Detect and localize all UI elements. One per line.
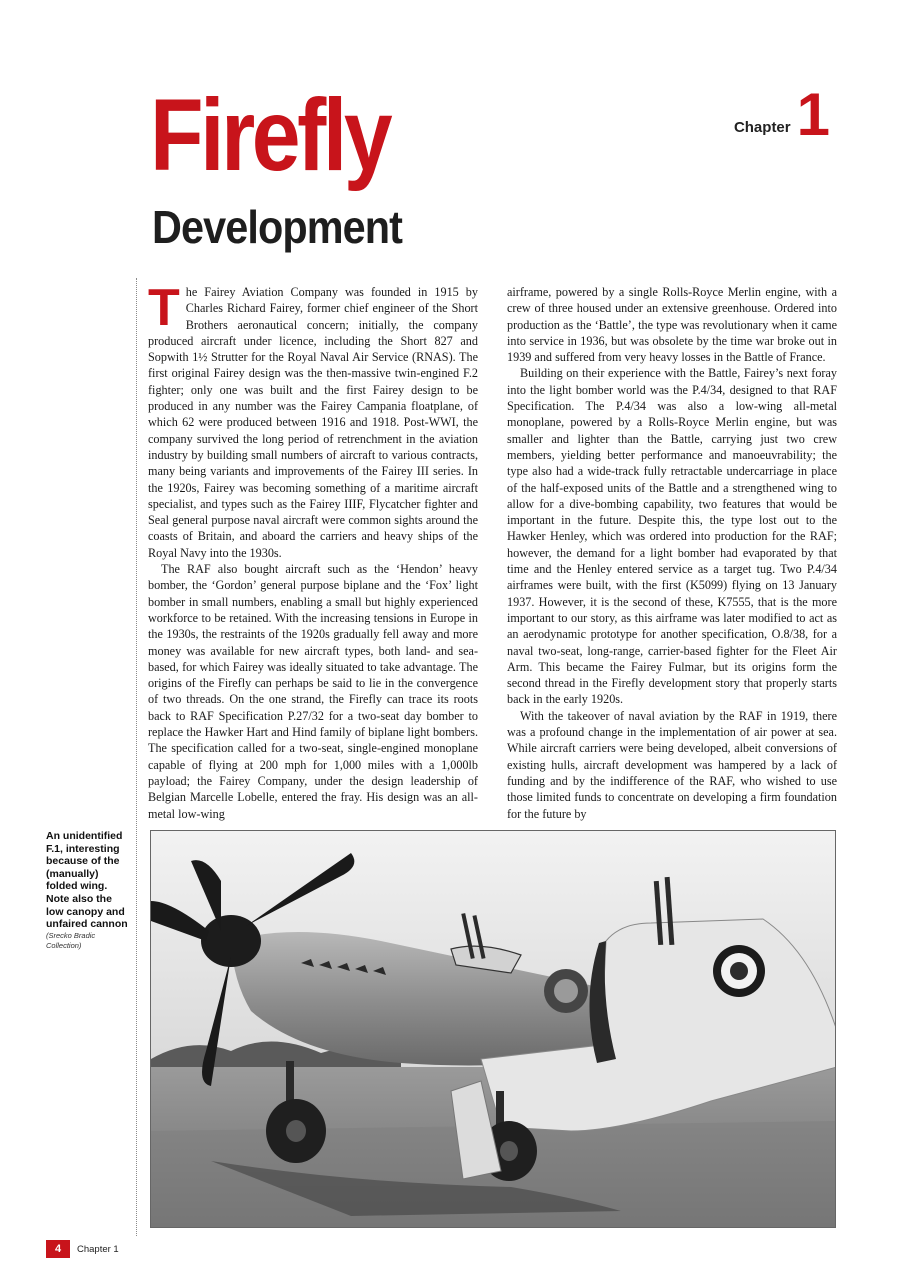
- drop-cap: T: [148, 279, 180, 337]
- paragraph: With the takeover of naval aviation by the RAF in 1919, there was a profound change in the implementation of air power at sea. While aircraft carriers were being developed, albeit conversions of existing hulls, aircraft development was hampered by a lack of funding and by the indifference of the RAF, who wished to use those limited funds to concentrate on developing a firm foundation for the future by: [507, 708, 837, 821]
- caption-text: An unidentified F.1, interesting because of the (manually) folded wing. Note also the low canopy and unfaired cannon: [46, 830, 128, 931]
- margin-divider: [136, 278, 137, 1236]
- paragraph: airframe, powered by a single Rolls-Royce Merlin engine, with a crew of three housed under an extensive greenhouse. Ordered into production as the ‘Battle’, the type was revolutionary when it came into service in 1936, but was obsolete by the time war broke out in 1939 and suffered from very heavy losses in the Battle of France.: [507, 285, 837, 365]
- paragraph: The RAF also bought aircraft such as the ‘Hendon’ heavy bomber, the ‘Gordon’ general purpose biplane and the ‘Fox’ light bomber in small numbers, enabling a small but highly experienced workforce to be retained. With the increasing tensions in Europe in the 1930s, the restraints of the 1920s gradually fell away and more money was available for new aircraft types, both land- and sea-based, for which Fairey was ideally situated to take advantage. The origins of the Firefly can perhaps be said to lie in the convergence of two threads. On the one strand, the Firefly can trace its roots back to RAF Specification P.27/32 for a two-seat day bomber to replace the Hawker Hart and Hind family of biplane light bombers. The specification called for a two-seat, single-engined monoplane capable of flying at 200 mph for 1,000 miles with a 1,000lb payload; the Fairey Company, under the design leadership of Belgian Marcelle Lobelle, entered the fray. His design was an all-metal low-wing: [148, 562, 478, 821]
- footer-chapter-label: Chapter 1: [77, 1243, 119, 1255]
- paragraph-text: he Fairey Aviation Company was founded in 1915 by Charles Richard Fairey, former chief engineer of the Short Brothers aeronautical concern; initially, the company produced aircraft under licence, including the Short 827 and Sopwith 1½ Strutter for the Royal Naval Air Service (RNAS). The first original Fairey design was the then-massive twin-engined F.2 fighter; only one was built and the first Fairey design to be produced in any number was the Fairey Campania floatplane, of which 62 were produced between 1916 and 1918. Post-WWI, the company survived the long period of retrenchment in the aviation industry by building small numbers of aircraft to various contracts, many being variants and improvements of the Fairey III series. In the 1920s, Fairey was becoming something of a maritime aircraft specialist, and types such as the Fairey IIIF, Flycatcher fighter and Seal general purpose naval aircraft were common sights around the coasts of Britain, and aboard the carriers and heavy ships of the Royal Navy into the 1930s.: [148, 285, 478, 560]
- text-column-right: [507, 284, 837, 822]
- paragraph: [148, 279, 478, 561]
- photo-credit: (Srecko Bradic Collection): [46, 930, 96, 950]
- aircraft-illustration: [151, 831, 836, 1228]
- paragraph: Building on their experience with the Battle, Fairey’s next foray into the light bomber world was the P.4/34, designed to that RAF Specification. The P.4/34 was also a low-wing all-metal monoplane, powered by a Rolls-Royce Merlin engine, but was smaller and lighter than the Battle, carrying just two crew members, yielding better performance and manoeuvrability; the type also had a wide-track fully retractable undercarriage in place of the half-exposed units of the Battle and a strengthened wing to allow for a dive-bombing capability, two features that would be important in the future. Despite this, the type lost out to the Hawker Henley, which was ordered into production for the RAF; however, the demand for a light bomber had evaporated by that time and the Henley entered service as a target tug. Two P.4/34 airframes were built, with the first (K5099) flying on 13 January 1937. However, it is the second of these, K7555, that is the more important to our story, as this airframe was later modified to act as an aerodynamic prototype for another specification, O.8/38, for a naval two-seat, long-range, carrier-based fighter for the Fleet Air Arm. This became the Fairey Fulmar, but its origins form the second thread in the Firefly development story that properly starts back in the early 1920s.: [507, 366, 837, 707]
- page-number: 4: [46, 1240, 70, 1258]
- chapter-subtitle: Development: [152, 201, 403, 253]
- photo-caption: [46, 830, 130, 951]
- chapter-title: Firefly: [150, 78, 390, 192]
- chapter-word: Chapter: [733, 119, 791, 136]
- chapter-tag: [733, 81, 830, 148]
- page-footer: [46, 1240, 119, 1258]
- chapter-number: 1: [796, 81, 830, 148]
- aircraft-photo: [150, 830, 836, 1228]
- text-column-left: [148, 279, 478, 822]
